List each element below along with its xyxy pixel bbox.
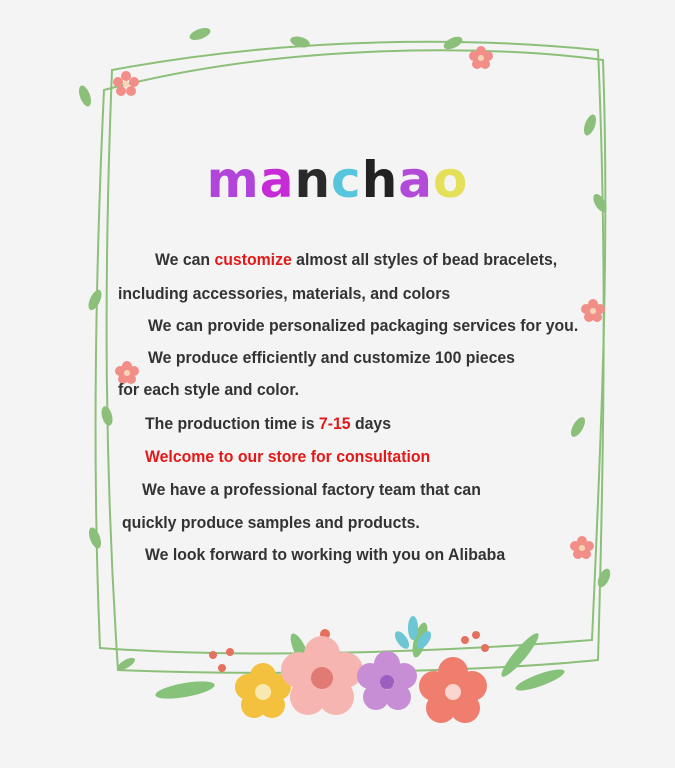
logo-letter: n	[294, 151, 332, 209]
text-line-1	[155, 250, 557, 270]
logo-letter: c	[331, 151, 362, 209]
logo-letter: m	[206, 151, 260, 209]
text-line-3: We can provide personalized packaging services for you.	[148, 316, 579, 335]
logo-letter: h	[361, 151, 399, 209]
text-line-6-post: days	[350, 414, 392, 433]
text-line-2: including accessories, materials, and colors	[118, 284, 451, 303]
text-line-10: We look forward to working with you on Alibaba	[145, 545, 506, 564]
logo-letter: a	[398, 151, 434, 209]
text-line-5: for each style and color.	[118, 380, 300, 399]
text-line-8: We have a professional factory team that can	[142, 480, 481, 499]
brand-logo	[0, 152, 675, 208]
text-line-4: We produce efficiently and customize 100 pieces	[148, 348, 515, 367]
text-line-9: quickly produce samples and products.	[122, 513, 420, 532]
text-line-1-post: almost all styles of bead bracelets,	[291, 250, 558, 269]
welcome-line: Welcome to our store for consultation	[145, 447, 431, 466]
text-line-1-pre: We can	[155, 250, 215, 269]
text-line-6-pre: The production time is	[145, 414, 319, 433]
highlight-production-days: 7-15	[318, 414, 351, 433]
brand-logo-letters	[207, 152, 469, 208]
logo-letter: a	[259, 151, 295, 209]
text-line-6	[145, 414, 391, 434]
logo-letter: o	[433, 151, 469, 209]
highlight-customize: customize	[214, 250, 292, 269]
